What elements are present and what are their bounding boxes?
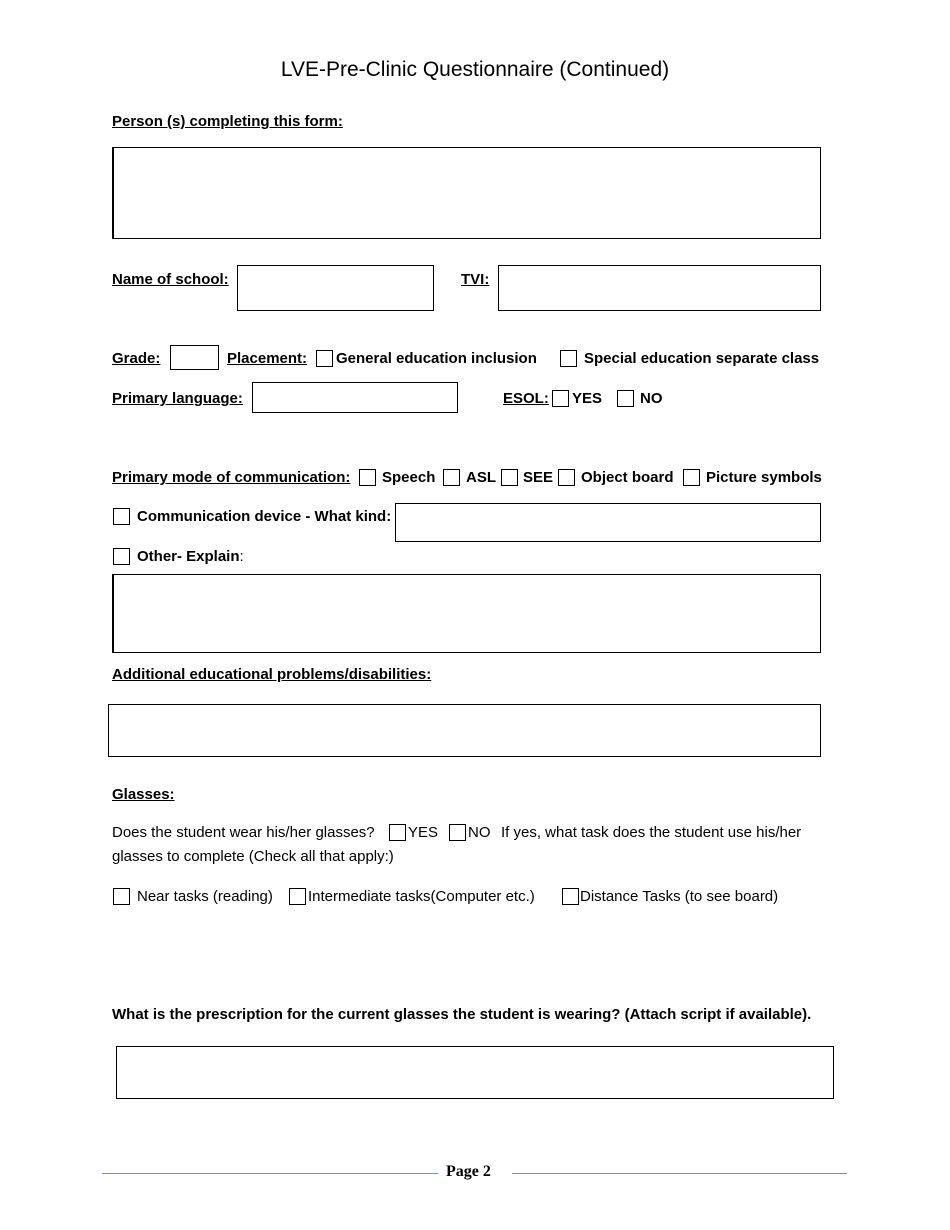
esol-no-checkbox[interactable] bbox=[617, 390, 634, 407]
communication-device-label: Communication device - What kind: bbox=[137, 508, 392, 525]
esol-yes-label: YES bbox=[572, 390, 603, 407]
communication-see-checkbox[interactable] bbox=[501, 469, 518, 486]
esol-label: ESOL: bbox=[503, 390, 549, 407]
glasses-no-checkbox[interactable] bbox=[449, 824, 466, 841]
footer-rule-left bbox=[102, 1173, 438, 1174]
glasses-yes-label: YES bbox=[408, 824, 439, 841]
communication-object-board-checkbox[interactable] bbox=[558, 469, 575, 486]
page-title: LVE-Pre-Clinic Questionnaire (Continued) bbox=[280, 58, 670, 81]
distance-tasks-label: Distance Tasks (to see board) bbox=[580, 888, 779, 905]
prescription-question: What is the prescription for the current glasses the student is wearing? (Attach script if available). bbox=[112, 1006, 812, 1023]
grade-label: Grade: bbox=[112, 350, 161, 367]
placement-general-label: General education inclusion bbox=[336, 350, 537, 367]
other-field[interactable] bbox=[112, 574, 821, 653]
placement-general-checkbox[interactable] bbox=[316, 350, 333, 367]
communication-speech-label: Speech bbox=[382, 469, 436, 486]
communication-speech-checkbox[interactable] bbox=[359, 469, 376, 486]
glasses-question-line2: glasses to complete (Check all that apply:) bbox=[112, 848, 394, 865]
placement-special-checkbox[interactable] bbox=[560, 350, 577, 367]
school-field[interactable] bbox=[237, 265, 434, 311]
tvi-label: TVI: bbox=[461, 271, 490, 288]
page-number: Page 2 bbox=[446, 1163, 491, 1180]
person-completing-label: Person (s) completing this form: bbox=[112, 113, 343, 130]
distance-tasks-checkbox[interactable] bbox=[562, 888, 579, 905]
footer-rule-right bbox=[512, 1173, 847, 1174]
near-tasks-label: Near tasks (reading) bbox=[137, 888, 273, 905]
placement-label: Placement: bbox=[227, 350, 308, 367]
intermediate-tasks-checkbox[interactable] bbox=[289, 888, 306, 905]
communication-device-checkbox[interactable] bbox=[113, 508, 130, 525]
communication-picture-symbols-checkbox[interactable] bbox=[683, 469, 700, 486]
esol-yes-checkbox[interactable] bbox=[552, 390, 569, 407]
communication-device-field[interactable] bbox=[395, 503, 821, 542]
other-label: Other- Explain: bbox=[137, 548, 244, 565]
communication-asl-checkbox[interactable] bbox=[443, 469, 460, 486]
tvi-field[interactable] bbox=[498, 265, 821, 311]
prescription-field[interactable] bbox=[116, 1046, 834, 1099]
intermediate-tasks-label: Intermediate tasks(Computer etc.) bbox=[308, 888, 535, 905]
other-checkbox[interactable] bbox=[113, 548, 130, 565]
glasses-yes-checkbox[interactable] bbox=[389, 824, 406, 841]
communication-label: Primary mode of communication: bbox=[112, 469, 351, 486]
glasses-no-label: NO bbox=[468, 824, 491, 841]
primary-language-field[interactable] bbox=[252, 382, 458, 413]
near-tasks-checkbox[interactable] bbox=[113, 888, 130, 905]
additional-label: Additional educational problems/disabilities: bbox=[112, 666, 432, 683]
glasses-label: Glasses: bbox=[112, 786, 175, 803]
esol-no-label: NO bbox=[640, 390, 663, 407]
person-completing-field[interactable] bbox=[112, 147, 821, 239]
school-label: Name of school: bbox=[112, 271, 229, 288]
communication-object-board-label: Object board bbox=[581, 469, 674, 486]
grade-field[interactable] bbox=[170, 345, 219, 370]
glasses-question-prefix: Does the student wear his/her glasses? bbox=[112, 824, 375, 841]
placement-special-label: Special education separate class bbox=[584, 350, 820, 367]
communication-picture-symbols-label: Picture symbols bbox=[706, 469, 822, 486]
additional-field[interactable] bbox=[108, 704, 821, 757]
glasses-question-suffix: If yes, what task does the student use his/her bbox=[501, 824, 802, 841]
communication-asl-label: ASL bbox=[466, 469, 496, 486]
communication-see-label: SEE bbox=[523, 469, 554, 486]
primary-language-label: Primary language: bbox=[112, 390, 243, 407]
